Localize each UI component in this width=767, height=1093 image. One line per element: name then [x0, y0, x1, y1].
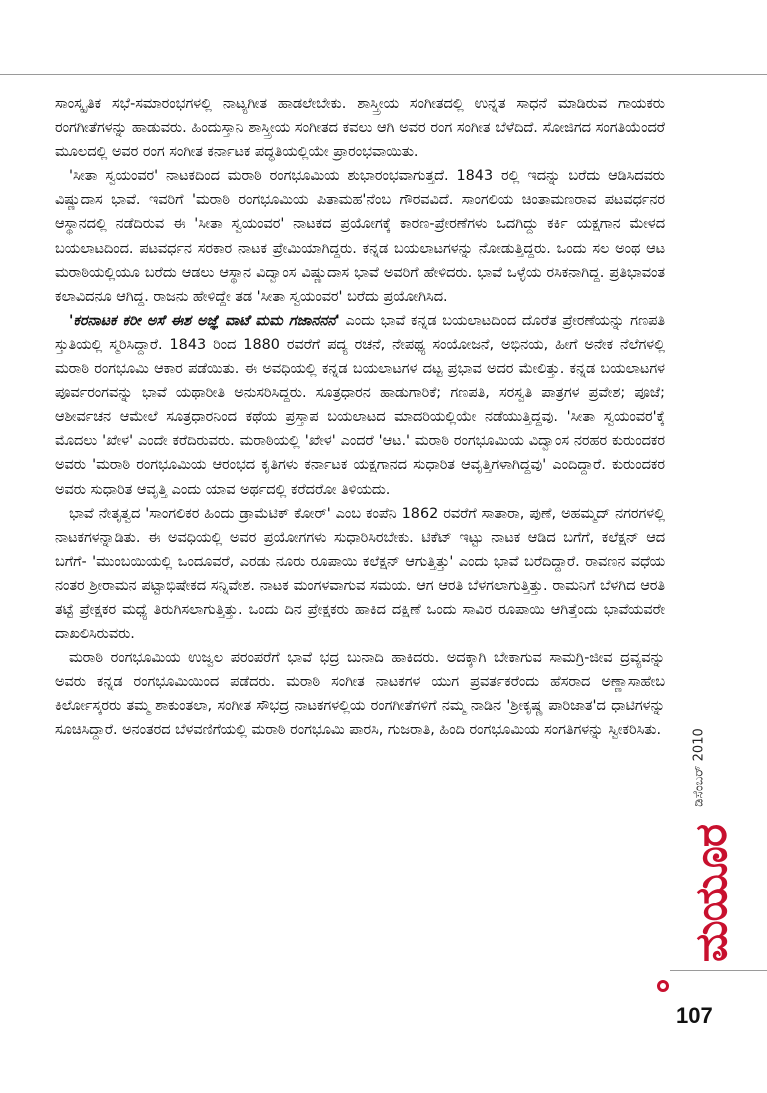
verse-quote: 'ಕರನಾಟಕ ಕರೀ ಅಸೆ ಈಶ ಅಜ್ಞೆ ವಾಟೆ ಮಮ ಗಜಾನನನ' — [69, 312, 340, 329]
magazine-logo — [683, 818, 741, 968]
paragraph-1: ಸಾಂಸ್ಕೃತಿಕ ಸಭೆ-ಸಮಾರಂಭಗಳಲ್ಲಿ ನಾಟ್ಯಗೀತ ಹಾಡಲೇಬೇಕು. ಶಾಸ್ತ್ರೀಯ ಸಂಗೀತದಲ್ಲಿ ಉನ್ನತ ಸಾಧನೆ ಮಾಡಿರುವ ಗಾಯಕರು ರಂಗಗೀತೆಗಳನ್ನು ಹಾಡುವರು. ಹಿಂದುಸ್ತಾನಿ ಶಾಸ್ತ್ರೀಯ ಸಂಗೀತದ ಕವಲು ಆಗಿ ಅವರ ರಂಗ ಸಂಗೀತ ಬೆಳೆದಿದೆ. ಸೋಜಿಗದ ಸಂಗತಿಯೆಂದರೆ ಮೂಲದಲ್ಲಿ ಅವರ ರಂಗ ಸಂಗೀತ ಕರ್ನಾಟಕ ಪದ್ಧತಿಯಲ್ಲಿಯೇ ಪ್ರಾರಂಭವಾಯಿತು. — [55, 96, 665, 161]
paragraph-4: ಭಾವೆ ನೇತೃತ್ವದ 'ಸಾಂಗಲಿಕರ ಹಿಂದು ಡ್ರಾಮೆಟಿಕ್ ಕೋರ್' ಎಂಬ ಕಂಪೆನಿ 1862 ರವರೆಗೆ ಸಾತಾರಾ, ಪುಣೆ, ಅಹಮ್ಮದ್ ನಗರಗಳಲ್ಲಿ ನಾಟಕಗಳನ್ನಾಡಿತು. ಈ ಅವಧಿಯಲ್ಲಿ ಅವರ ಪ್ರಯೋಗಗಳು ಸುಧಾರಿಸಿರಬೇಕು. ಟಿಕೆಟ್ ಇಟ್ಟು ನಾಟಕ ಆಡಿದ ಬಗೆಗೆ, ಕಲೆಕ್ಷನ್ ಆದ ಬಗೆಗೆ- 'ಮುಂಬಯಿಯಲ್ಲಿ ಒಂದೂವರೆ, ಎರಡು ನೂರು ರೂಪಾಯಿ ಕಲೆಕ್ಷನ್ ಆಗುತ್ತಿತ್ತು' ಎಂದು ಭಾವೆ ಬರೆದಿದ್ದಾರೆ. ರಾವಣನ ವಧೆಯ ನಂತರ ಶ್ರೀರಾಮನ ಪಟ್ಟಾಭಿಷೇಕದ ಸನ್ನಿವೇಶ. ನಾಟಕ ಮಂಗಳವಾಗುವ ಸಮಯ. ಆಗ ಆರತಿ ಬೆಳಗಲಾಗುತ್ತಿತ್ತು. ರಾಮನಿಗೆ ಬೆಳಗಿದ ಆರತಿ ತಟ್ಟೆ ಪ್ರೇಕ್ಷಕರ ಮಧ್ಯೆ ತಿರುಗಿಸಲಾಗುತ್ತಿತ್ತು. ಒಂದು ದಿನ ಪ್ರೇಕ್ಷಕರು ಹಾಕಿದ ದಕ್ಷಿಣೆ ಒಂದು ಸಾವಿರ ರೂಪಾಯಿ ಆಗಿತ್ತೆಂದು ಭಾವೆಯವರೇ ದಾಖಲಿಸಿರುವರು. — [55, 505, 665, 643]
paragraph-3 — [55, 309, 665, 502]
paragraph-3-text: ಎಂದು ಭಾವೆ ಕನ್ನಡ ಬಯಲಾಟದಿಂದ ದೊರೆತ ಪ್ರೇರಣೆಯನ್ನು ಗಣಪತಿ ಸ್ತುತಿಯಲ್ಲಿ ಸ್ಮರಿಸಿದ್ದಾರೆ. 1843 ರಿಂದ 1880 ರವರೆಗೆ ಪದ್ಯ ರಚನೆ, ನೇಪಥ್ಯ ಸಂಯೋಜನೆ, ಅಭಿನಯ, ಹೀಗೆ ಅನೇಕ ನೆಲೆಗಳಲ್ಲಿ ಮರಾಠಿ ರಂಗಭೂಮಿ ಆಕಾರ ಪಡೆಯಿತು. ಈ ಅವಧಿಯಲ್ಲಿ ಕನ್ನಡ ಬಯಲಾಟಗಳ ದಟ್ಟ ಪ್ರಭಾವ ಅದರ ಮೇಲಿತ್ತು. ಕನ್ನಡ ಬಯಲಾಟಗಳ ಪೂರ್ವರಂಗವನ್ನು ಭಾವೆ ಯಥಾರೀತಿ ಅನುಸರಿಸಿದ್ದರು. ಸೂತ್ರಧಾರನ ಹಾಡುಗಾರಿಕೆ; ಗಣಪತಿ, ಸರಸ್ವತಿ ಪಾತ್ರಗಳ ಪ್ರವೇಶ; ಪೂಜೆ; ಆಶೀರ್ವಚನ ಆಮೇಲೆ ಸೂತ್ರಧಾರನಿಂದ ಕಥೆಯ ಪ್ರಸ್ತಾಪ ಬಯಲಾಟದ ಮಾದರಿಯಲ್ಲಿಯೇ ನಡೆಯುತ್ತಿದ್ದವು. 'ಸೀತಾ ಸ್ವಯಂವರ'ಕ್ಕೆ ಮೊದಲು 'ಖೇಳ' ಎಂದೇ ಕರೆದಿರುವರು. ಮರಾಠಿಯಲ್ಲಿ 'ಖೇಳ' ಎಂದರೆ 'ಆಟ.' ಮರಾಠಿ ರಂಗಭೂಮಿಯ ವಿದ್ವಾಂಸ ನರಹರ ಕುರುಂದಕರ ಅವರು 'ಮರಾಠಿ ರಂಗಭೂಮಿಯ ಆರಂಭದ ಕೃತಿಗಳು ಕರ್ನಾಟಕ ಯಕ್ಷಗಾನದ ಸುಧಾರಿತ ಆವೃತ್ತಿಗಳಾಗಿದ್ದವು' ಎಂದಿದ್ದಾರೆ. ಕುರುಂದಕರ ಅವರು ಸುಧಾರಿತ ಆವೃತ್ತಿ ಎಂದು ಯಾವ ಅರ್ಥದಲ್ಲಿ ಕರೆದರೋ ತಿಳಿಯದು. — [55, 312, 665, 498]
issue-date-text: ಡಿಸೆಂಬರ್ 2010 — [691, 727, 707, 807]
footer-rule — [670, 970, 767, 971]
top-rule — [0, 74, 767, 75]
issue-date — [688, 712, 710, 822]
article-body — [55, 92, 665, 743]
page-number: 107 — [676, 1003, 713, 1028]
paragraph-5: ಮರಾಠಿ ರಂಗಭೂಮಿಯ ಉಜ್ವಲ ಪರಂಪರೆಗೆ ಭಾವೆ ಭದ್ರ ಬುನಾದಿ ಹಾಕಿದರು. ಅದಕ್ಕಾಗಿ ಬೇಕಾಗುವ ಸಾಮಗ್ರಿ-ಜೀವ ದ್ರವ್ಯವನ್ನು ಅವರು ಕನ್ನಡ ರಂಗಭೂಮಿಯಿಂದ ಪಡೆದರು. ಮರಾಠಿ ಸಂಗೀತ ನಾಟಕಗಳ ಯುಗ ಪ್ರವರ್ತಕರೆಂದು ಹೆಸರಾದ ಅಣ್ಣಾಸಾಹೇಬ ಕಿರ್ಲೋಸ್ಕರರು ತಮ್ಮ ಶಾಕುಂತಲಾ, ಸಂಗೀತ ಸೌಭದ್ರ ನಾಟಕಗಳಲ್ಲಿಯ ರಂಗಗೀತೆಗಳಿಗೆ ನಮ್ಮ ನಾಡಿನ 'ಶ್ರೀಕೃಷ್ಣ ಪಾರಿಜಾತ'ದ ಧಾಟಿಗಳನ್ನು ಸೂಚಿಸಿದ್ದಾರೆ. ಅನಂತರದ ಬೆಳವಣಿಗೆಯಲ್ಲಿ ಮರಾಠಿ ರಂಗಭೂಮಿ ಪಾರಸಿ, ಗುಜರಾತಿ, ಹಿಂದಿ ರಂಗಭೂಮಿಯ ಸಂಗತಿಗಳನ್ನು ಸ್ವೀಕರಿಸಿತು. — [55, 650, 665, 739]
paragraph-2: 'ಸೀತಾ ಸ್ವಯಂವರ' ನಾಟಕದಿಂದ ಮರಾಠಿ ರಂಗಭೂಮಿಯ ಶುಭಾರಂಭವಾಗುತ್ತದೆ. 1843 ರಲ್ಲಿ ಇದನ್ನು ಬರೆದು ಆಡಿಸಿದವರು ವಿಷ್ಣುದಾಸ ಭಾವೆ. ಇವರಿಗೆ 'ಮರಾಠಿ ರಂಗಭೂಮಿಯ ಪಿತಾಮಹ'ನೆಂಬ ಗೌರವವಿದೆ. ಸಾಂಗಲಿಯ ಚಿಂತಾಮಣರಾವ ಪಟವರ್ಧನರ ಆಸ್ಥಾನದಲ್ಲಿ ನಡೆದಿರುವ ಈ 'ಸೀತಾ ಸ್ವಯಂವರ' ನಾಟಕದ ಪ್ರಯೋಗಕ್ಕೆ ಕಾರಣ-ಪ್ರೇರಣೆಗಳು ಒದಗಿದ್ದು ಕರ್ಕಿ ಯಕ್ಷಗಾನ ಮೇಳದ ಬಯಲಾಟದಿಂದ. ಪಟವರ್ಧನ ಸರಕಾರ ನಾಟಕ ಪ್ರೇಮಿಯಾಗಿದ್ದರು. ಕನ್ನಡ ಬಯಲಾಟಗಳನ್ನು ನೋಡುತ್ತಿದ್ದರು. ಒಂದು ಸಲ ಅಂಥ ಆಟ ಮರಾಠಿಯಲ್ಲಿಯೂ ಬರೆದು ಆಡಲು ಆಸ್ಥಾನ ವಿದ್ವಾಂಸ ವಿಷ್ಣುದಾಸ ಭಾವೆ ಅವರಿಗೆ ಹೇಳಿದರು. ಭಾವೆ ಒಳ್ಳೆಯ ರಸಿಕನಾಗಿದ್ದ. ಪ್ರತಿಭಾವಂತ ಕಲಾವಿದನೂ ಆಗಿದ್ದ. ರಾಜನು ಹೇಳಿದ್ದೇ ತಡ 'ಸೀತಾ ಸ್ವಯಂವರ' ಬರೆದು ಪ್ರಯೋಗಿಸಿದ. — [55, 168, 665, 305]
ring-bullet-icon — [657, 980, 669, 992]
magazine-name: ಮಯೂರ — [686, 824, 738, 962]
